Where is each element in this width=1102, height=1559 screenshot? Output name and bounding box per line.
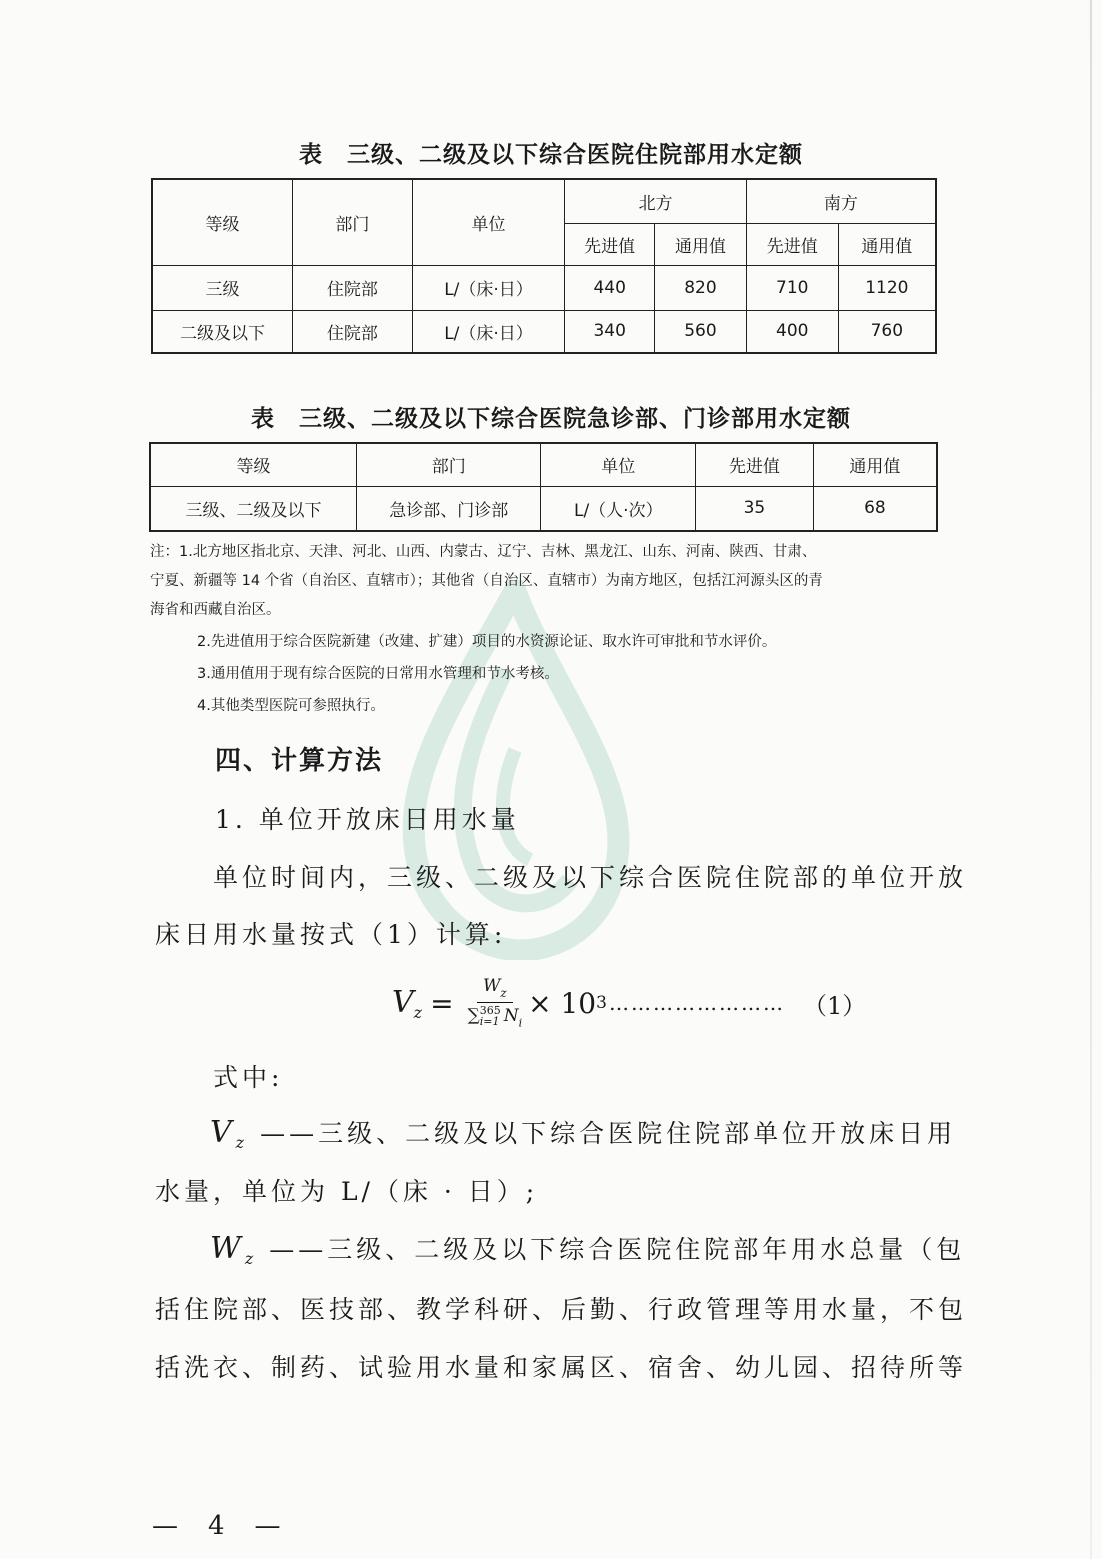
header-north-gen: 通用值 [655,223,747,265]
w-definition-line3: 括洗衣、制药、试验用水量和家属区、宿舍、幼儿园、招待所等 [155,1353,968,1382]
cell-grade: 三级 [152,265,293,310]
header-gen: 通用值 [813,443,937,486]
paragraph-1-line2: 床日用水量按式（1）计算: [155,920,507,949]
cell-north-gen: 820 [655,265,747,310]
note-1-line2: 宁夏、新疆等 14 个省（自治区、直辖市）；其他省（自治区、直辖市）为南方地区，包括江河源头区的青 [150,573,823,589]
table-notes [150,538,940,721]
page-number: — 4 — [152,1511,283,1541]
table2-title: 表 三级、二级及以下综合医院急诊部、门诊部用水定额 [251,406,851,432]
w-definition-line2: 括住院部、医技部、教学科研、后勤、行政管理等用水量，不包 [155,1295,968,1324]
note-4: 4.其他类型医院可参照执行。 [197,698,385,714]
v-definition-line1: $V_z$ ——三级、二级及以下综合医院住院部单位开放床日用 [210,1115,957,1152]
formula-multiplier: × 10 [528,986,597,1020]
paragraph-1-line1: 单位时间内，三级、二级及以下综合医院住院部的单位开放 [213,863,968,892]
header-north-adv: 先进值 [565,223,655,265]
outpatient-quota-table [149,442,938,532]
header-unit: 单位 [412,179,565,265]
cell-adv: 35 [696,486,814,531]
note-1-line1: 注：1.北方地区指北京、天津、河北、山西、内蒙古、辽宁、吉林、黑龙江、山东、河南、陕西、甘肃、 [150,544,817,560]
cell-dept: 住院部 [293,265,413,310]
inpatient-quota-table [151,178,937,354]
page-edge [1090,0,1092,1559]
cell-dept: 急诊部、门诊部 [356,486,541,531]
cell-south-gen: 760 [838,310,936,353]
header-dept: 部门 [356,443,541,486]
note-2: 2.先进值用于综合医院新建（改建、扩建）项目的水资源论证、取水许可审批和节水评价。 [197,634,777,650]
header-grade: 等级 [150,443,356,486]
section-heading: 四、计算方法 [215,746,384,776]
header-south-adv: 先进值 [746,223,838,265]
cell-unit: L/（床·日） [412,265,565,310]
note-3: 3.通用值用于现有综合医院的日常用水管理和节水考核。 [197,666,559,682]
table-row [150,486,937,531]
header-adv: 先进值 [696,443,814,486]
v-definition-line2: 水量，单位为 L/（床 · 日）; [155,1177,539,1206]
subheading-1: 1. 单位开放床日用水量 [215,805,520,834]
table-row [152,265,936,310]
cell-unit: L/（床·日） [412,310,565,353]
header-south-gen: 通用值 [838,223,936,265]
formula-exponent: 3 [596,993,607,1013]
formula-lhs: $V_z$ [392,984,423,1022]
table1-title: 表 三级、二级及以下综合医院住院部用水定额 [299,142,803,168]
cell-north-adv: 340 [565,310,655,353]
cell-north-gen: 560 [655,310,747,353]
cell-grade: 三级、二级及以下 [150,486,356,531]
cell-grade: 二级及以下 [152,310,293,353]
note-1-line3: 海省和西藏自治区。 [150,602,281,618]
header-grade: 等级 [152,179,293,265]
cell-north-adv: 440 [565,265,655,310]
cell-unit: L/（人·次） [541,486,696,531]
formula-leader-dots: …………………… [608,991,785,1015]
formula-1: $V_z$ = $W_z$ ∑ 365 i=1 $N_i$ × 10 3 …………………… （1） [392,976,867,1030]
header-south: 南方 [746,179,936,223]
cell-south-gen: 1120 [838,265,936,310]
cell-south-adv: 710 [746,265,838,310]
formula-fraction: $W_z$ ∑ 365 i=1 $N_i$ [467,976,523,1030]
equation-number: （1） [802,991,867,1020]
header-north: 北方 [565,179,747,223]
header-dept: 部门 [293,179,413,265]
table-row [152,310,936,353]
cell-south-adv: 400 [746,310,838,353]
where-label: 式中: [213,1063,284,1092]
header-unit: 单位 [541,443,696,486]
cell-dept: 住院部 [293,310,413,353]
w-definition-line1: $W_z$ ——三级、二级及以下综合医院住院部年用水总量（包 [210,1231,966,1268]
cell-gen: 68 [813,486,937,531]
